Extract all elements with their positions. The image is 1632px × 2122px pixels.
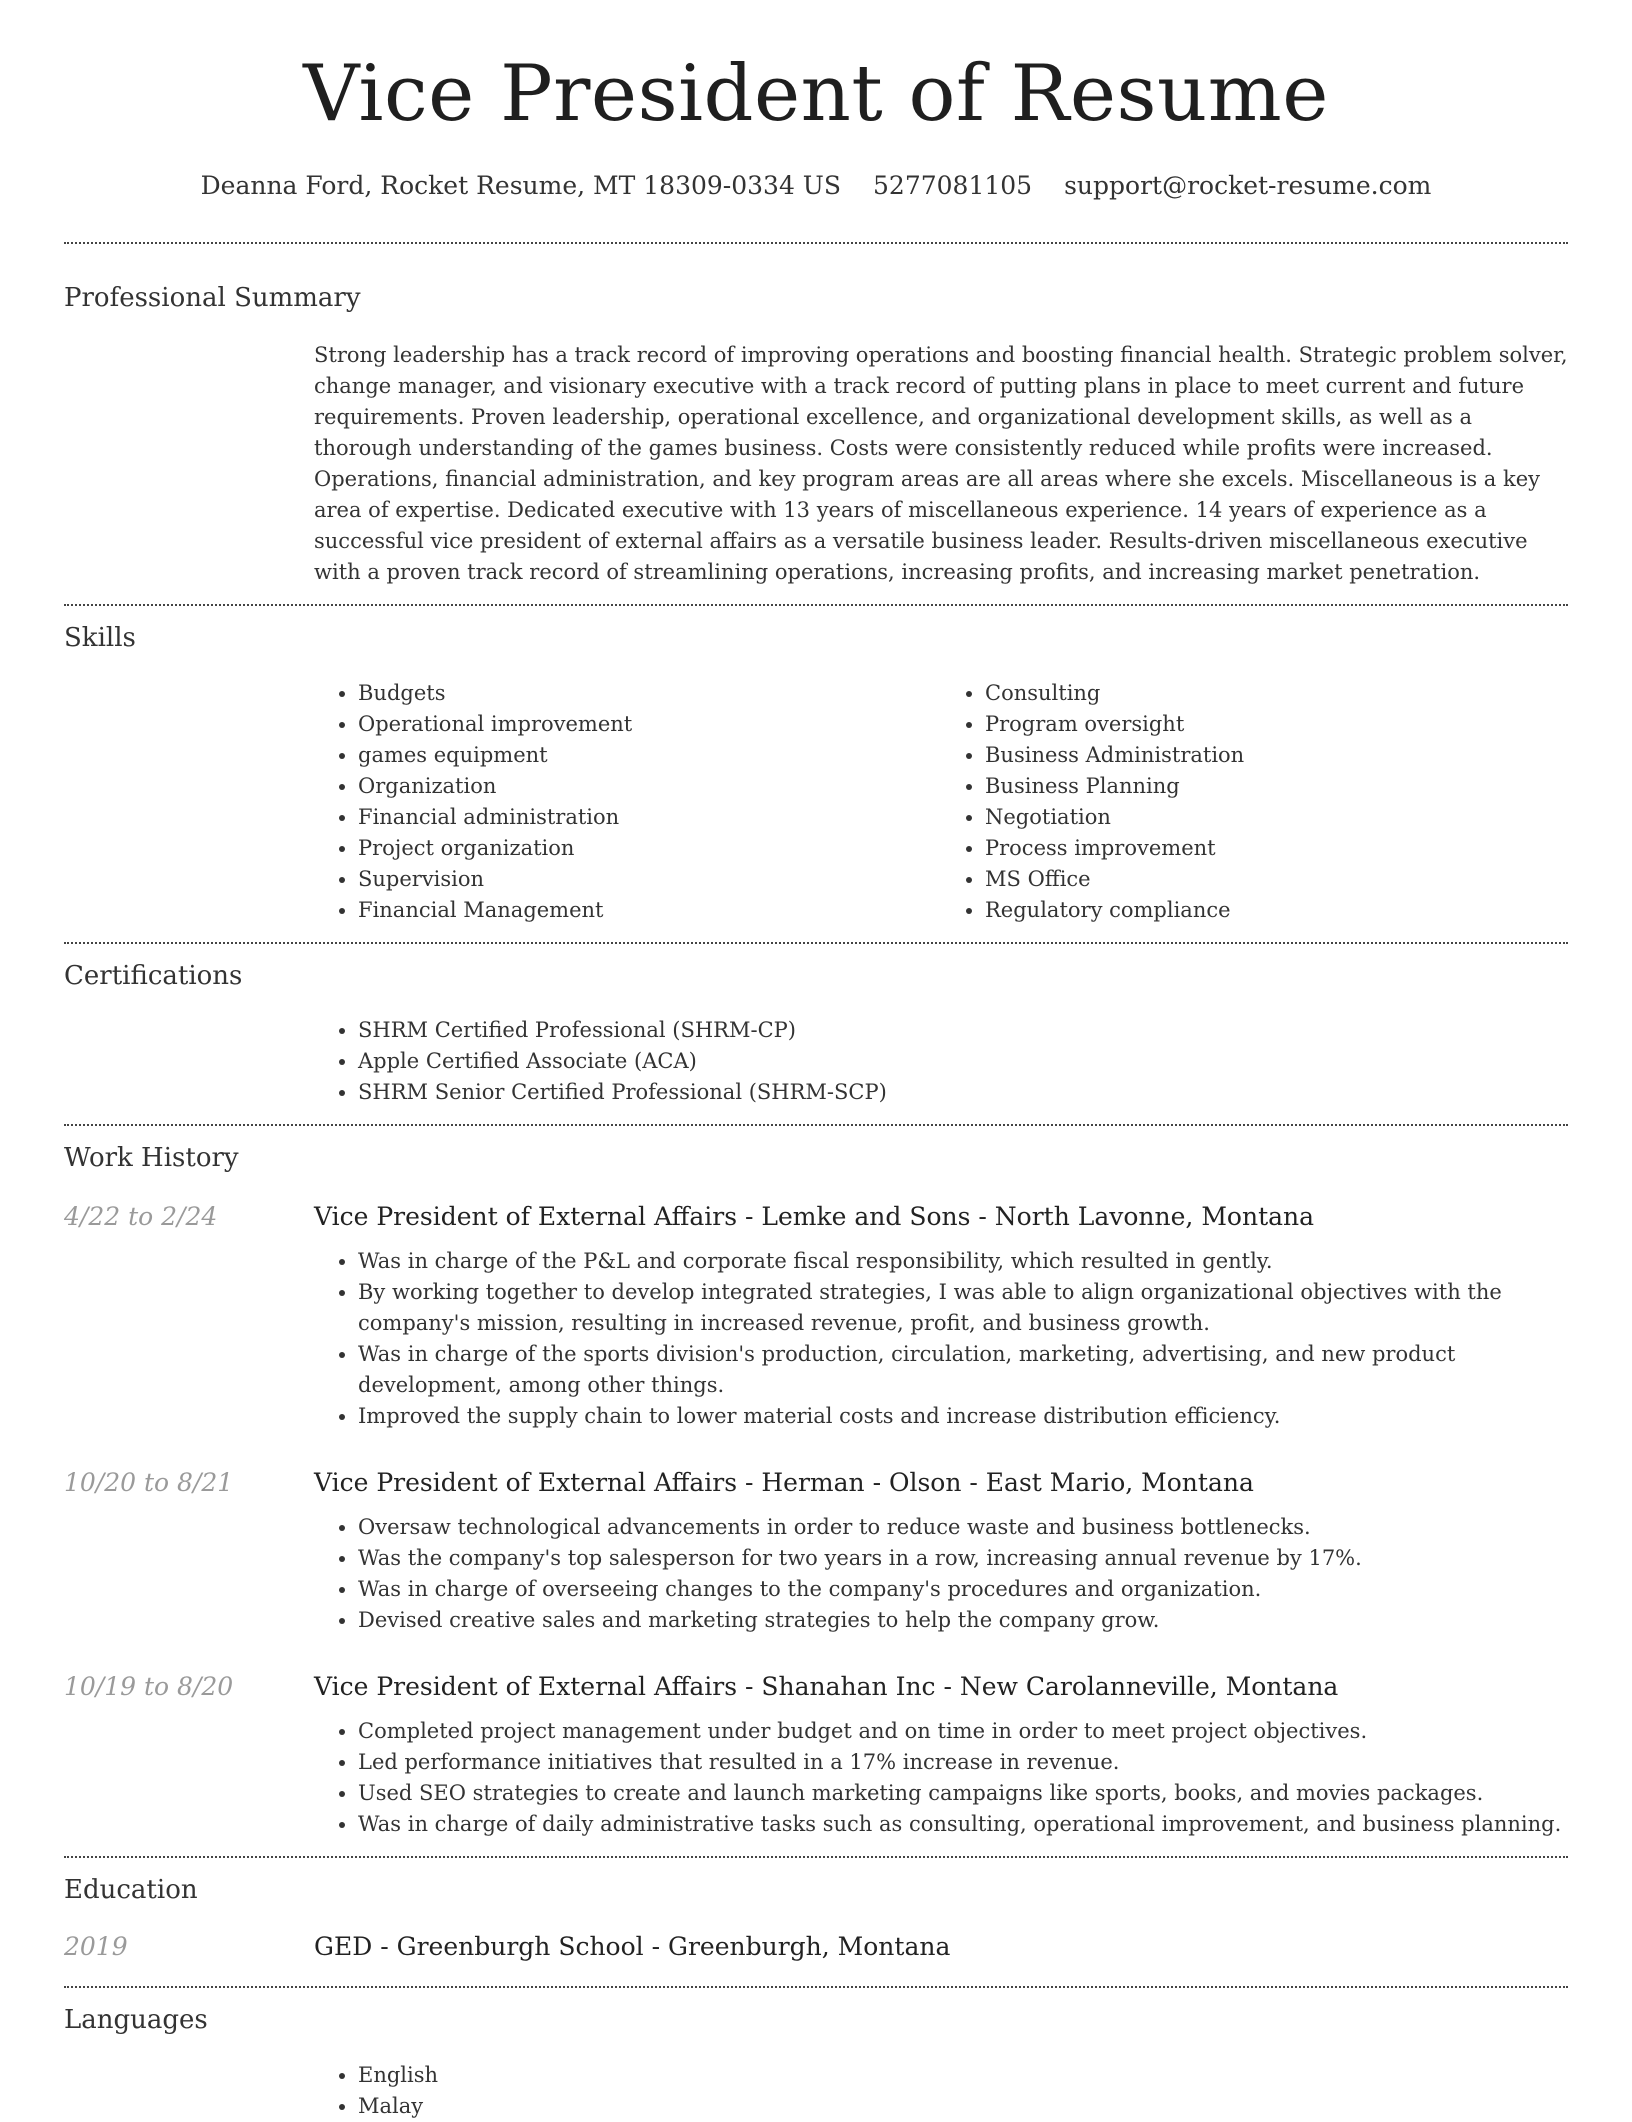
job-body <box>314 1200 1568 1432</box>
job-bullet: • Devised creative sales and marketing strategies to help the company grow. <box>358 1605 1568 1636</box>
education-section <box>64 1858 1568 1986</box>
job-bullet: • Was in charge of the P&L and corporate fiscal responsibility, which resulted in gently. <box>358 1246 1568 1277</box>
job-entry <box>64 1466 1568 1636</box>
skill-item: • Program oversight <box>985 709 1568 740</box>
job-bullet: • Was in charge of overseeing changes to the company's procedures and organization. <box>358 1574 1568 1605</box>
certifications-content <box>314 1015 1568 1124</box>
skill-item: • Budgets <box>358 678 941 709</box>
skill-item: • Business Administration <box>985 740 1568 771</box>
job-entry <box>64 1200 1568 1432</box>
job-title: Vice President of External Affairs - Lemke and Sons - North Lavonne, Montana <box>314 1202 1315 1232</box>
skill-item: • games equipment <box>358 740 941 771</box>
skills-section <box>64 606 1568 942</box>
languages-list <box>314 2060 1568 2122</box>
skill-item: • Operational improvement <box>358 709 941 740</box>
job-title: Vice President of External Affairs - Shanahan Inc - New Carolanneville, Montana <box>314 1672 1339 1702</box>
skills-list-left <box>314 678 941 926</box>
certifications-section <box>64 944 1568 1125</box>
skill-item: • Regulatory compliance <box>985 895 1568 926</box>
education-year: 2019 <box>64 1932 128 1962</box>
education-entry <box>64 1930 1568 1986</box>
job-bullet: • Was in charge of the sports division's production, circulation, marketing, advertising, and new product development, among other things. <box>358 1339 1568 1401</box>
skill-item: • Financial administration <box>358 802 941 833</box>
languages-content <box>314 2060 1568 2122</box>
job-bullet: • By working together to develop integrated strategies, I was able to align organizational objectives with the company's mission, resulting in increased revenue, profit, and business growth. <box>358 1277 1568 1339</box>
job-body <box>314 1466 1568 1636</box>
certification-item: • SHRM Certified Professional (SHRM-CP) <box>358 1015 1568 1046</box>
languages-section <box>64 1988 1568 2122</box>
job-bullet: • Improved the supply chain to lower material costs and increase distribution efficiency. <box>358 1401 1568 1432</box>
education-heading: Education <box>64 1875 198 1906</box>
certification-item: • Apple Certified Associate (ACA) <box>358 1046 1568 1077</box>
job-title: Vice President of External Affairs - Herman - Olson - East Mario, Montana <box>314 1468 1254 1498</box>
language-item: • English <box>358 2060 1568 2091</box>
job-bullet: • Led performance initiatives that resulted in a 17% increase in revenue. <box>358 1747 1568 1778</box>
summary-text: Strong leadership has a track record of improving operations and boosting financial health. Strategic problem solver, change manager, and visionary executive with a track record of putting plans in place to meet current and future requirements. Proven leadership, operational excellence, and organizational development skills, as well as a thorough understanding of the games business. Costs were consistently reduced while profits were increased. Operations, financial administration, and key program areas are all areas where she excels. Miscellaneous is a key area of expertise. Dedicated executive with 13 years of miscellaneous experience. 14 years of experience as a successful vice president of external affairs as a versatile business leader. Results-driven miscellaneous executive with a proven track record of streamlining operations, increasing profits, and increasing market penetration. <box>314 342 1568 584</box>
certifications-heading: Certifications <box>64 960 243 991</box>
resume-title: Vice President of Resume <box>303 49 1329 139</box>
skill-item: • Financial Management <box>358 895 941 926</box>
job-bullet: • Was the company's top salesperson for two years in a row, increasing annual revenue by 17%. <box>358 1543 1568 1574</box>
job-bullet: • Used SEO strategies to create and launch marketing campaigns like sports, books, and movies packages. <box>358 1778 1568 1809</box>
job-bullet: • Completed project management under budget and on time in order to meet project objectives. <box>358 1716 1568 1747</box>
summary-heading: Professional Summary <box>64 283 361 314</box>
skill-item: • Business Planning <box>985 771 1568 802</box>
language-item: • Malay <box>358 2091 1568 2122</box>
job-dates: 10/19 to 8/20 <box>64 1672 234 1702</box>
job-dates: 4/22 to 2/24 <box>64 1202 218 1232</box>
contact-address: Deanna Ford, Rocket Resume, MT 18309-0334 US <box>200 170 842 200</box>
skill-item: • Process improvement <box>985 833 1568 864</box>
skills-list-right <box>941 678 1568 926</box>
certification-item: • SHRM Senior Certified Professional (SHRM-SCP) <box>358 1077 1568 1108</box>
skill-item: • Negotiation <box>985 802 1568 833</box>
skills-heading: Skills <box>64 622 136 653</box>
work-history-section <box>64 1126 1568 1856</box>
education-detail: GED - Greenburgh School - Greenburgh, Montana <box>314 1932 951 1962</box>
skills-columns <box>314 678 1568 942</box>
work-history-heading: Work History <box>64 1143 239 1174</box>
summary-section <box>64 244 1568 604</box>
contact-phone: 5277081105 <box>873 170 1033 200</box>
skill-item: • Organization <box>358 771 941 802</box>
job-entry <box>64 1670 1568 1840</box>
job-body <box>314 1670 1568 1840</box>
contact-email[interactable]: support@rocket-resume.com <box>1064 170 1432 200</box>
job-bullet: • Oversaw technological advancements in order to reduce waste and business bottlenecks. <box>358 1512 1568 1543</box>
skill-item: • Consulting <box>985 678 1568 709</box>
skill-item: • MS Office <box>985 864 1568 895</box>
skill-item: • Project organization <box>358 833 941 864</box>
contact-line <box>64 170 1568 203</box>
languages-heading: Languages <box>64 2005 208 2036</box>
skill-item: • Supervision <box>358 864 941 895</box>
job-bullets <box>314 1716 1568 1840</box>
job-bullets <box>314 1512 1568 1636</box>
certifications-list <box>314 1015 1568 1108</box>
job-bullet: • Was in charge of daily administrative tasks such as consulting, operational improvement, and business planning. <box>358 1809 1568 1840</box>
job-bullets <box>314 1246 1568 1432</box>
resume-header <box>64 0 1568 202</box>
job-dates: 10/20 to 8/21 <box>64 1468 234 1498</box>
